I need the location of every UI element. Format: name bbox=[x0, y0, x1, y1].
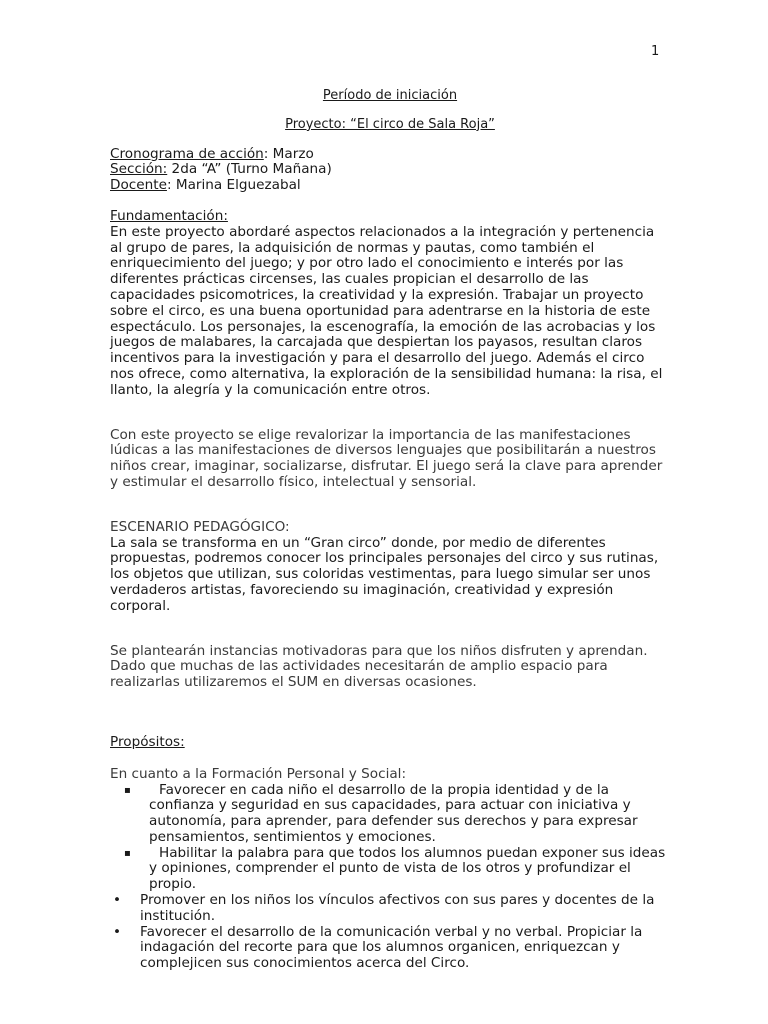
list-item: • Favorecer el desarrollo de la comunicación verbal y no verbal. Propiciar la indagación del recorte para que los alumnos organicen, enriquezcan y complejicen sus conocimientos acerca del Circo. bbox=[105, 925, 670, 972]
escenario-heading: ESCENARIO PEDAGÓGICO: bbox=[110, 518, 290, 535]
fundamentacion-heading: Fundamentación: bbox=[110, 207, 228, 224]
list-item: ▪ Habilitar la palabra para que todos los alumnos puedan exponer sus ideas y opiniones, comprender el punto de vista de los otros y profundizar el propio. bbox=[110, 846, 670, 893]
propositos-intro: En cuanto a la Formación Personal y Social: bbox=[110, 765, 407, 782]
meta-docente: Docente: Marina Elguezabal bbox=[110, 177, 301, 194]
project-title: Proyecto: “El circo de Sala Roja” bbox=[285, 116, 495, 132]
meta-cronograma: Cronograma de acción: Marzo bbox=[110, 145, 314, 162]
list-item: • Promover en los niños los vínculos afectivos con sus pares y docentes de la institución. bbox=[105, 893, 670, 925]
propositos-heading: Propósitos: bbox=[110, 733, 185, 750]
propositos-square-list bbox=[110, 783, 670, 894]
propositos-bullet-list bbox=[105, 893, 670, 972]
document-body bbox=[110, 88, 670, 972]
escenario-paragraph-2: Se plantearán instancias motivadoras para que los niños disfruten y aprendan. Dado que muchas de las actividades necesitarán de amplio espacio para realizarlas utilizaremos el SUM en diversas ocasiones. bbox=[110, 642, 648, 691]
page-number: 1 bbox=[651, 44, 660, 59]
meta-seccion: Sección: 2da “A” (Turno Mañana) bbox=[110, 161, 332, 178]
meta-block bbox=[110, 147, 670, 194]
document-title: Período de iniciación bbox=[322, 88, 458, 103]
escenario-paragraph-1: La sala se transforma en un “Gran circo” donde, por medio de diferentes propuestas, podremos conocer los principales personajes del circo y sus rutinas, los objetos que utilizan, sus coloridas vestimentas, para luego simular ser unos verdaderos artistas, favoreciendo su imaginación, creatividad y expresión corporal. bbox=[110, 534, 659, 614]
list-item: ▪ Favorecer en cada niño el desarrollo de la propia identidad y de la confianza y seguridad en sus capacidades, para actuar con iniciativa y autonomía, para aprender, para defender sus derechos y para expresar pensamientos, sentimientos y emociones. bbox=[110, 783, 670, 846]
fundamentacion-paragraph-1: En este proyecto abordaré aspectos relacionados a la integración y pertenencia al grupo de pares, la adquisición de normas y pautas, como también el enriquecimiento del juego; y por otro lado el conocimiento e interés por las diferentes prácticas circenses, las cuales propician el desarrollo de las capacidades psicomotrices, la creatividad y la expresión. Trabajar un proyecto sobre el circo, es una buena oportunidad para adentrarse en la historia de este espectáculo. Los personajes, la escenografía, la emoción de las acrobacias y los juegos de malabares, la carcajada que despiertan los payasos, resultan claros incentivos para la investigación y para el desarrollo del juego. Además el circo nos ofrece, como alternativa, la exploración de la sensibilidad humana: la risa, el llanto, la alegría y la comunicación entre otros. bbox=[110, 223, 663, 398]
fundamentacion-paragraph-2: Con este proyecto se elige revalorizar la importancia de las manifestaciones lúdicas a las manifestaciones de diversos lenguajes que posibilitarán a nuestros niños crear, imaginar, socializarse, disfrutar. El juego será la clave para aprender y estimular el desarrollo físico, intelectual y sensorial. bbox=[110, 426, 663, 490]
